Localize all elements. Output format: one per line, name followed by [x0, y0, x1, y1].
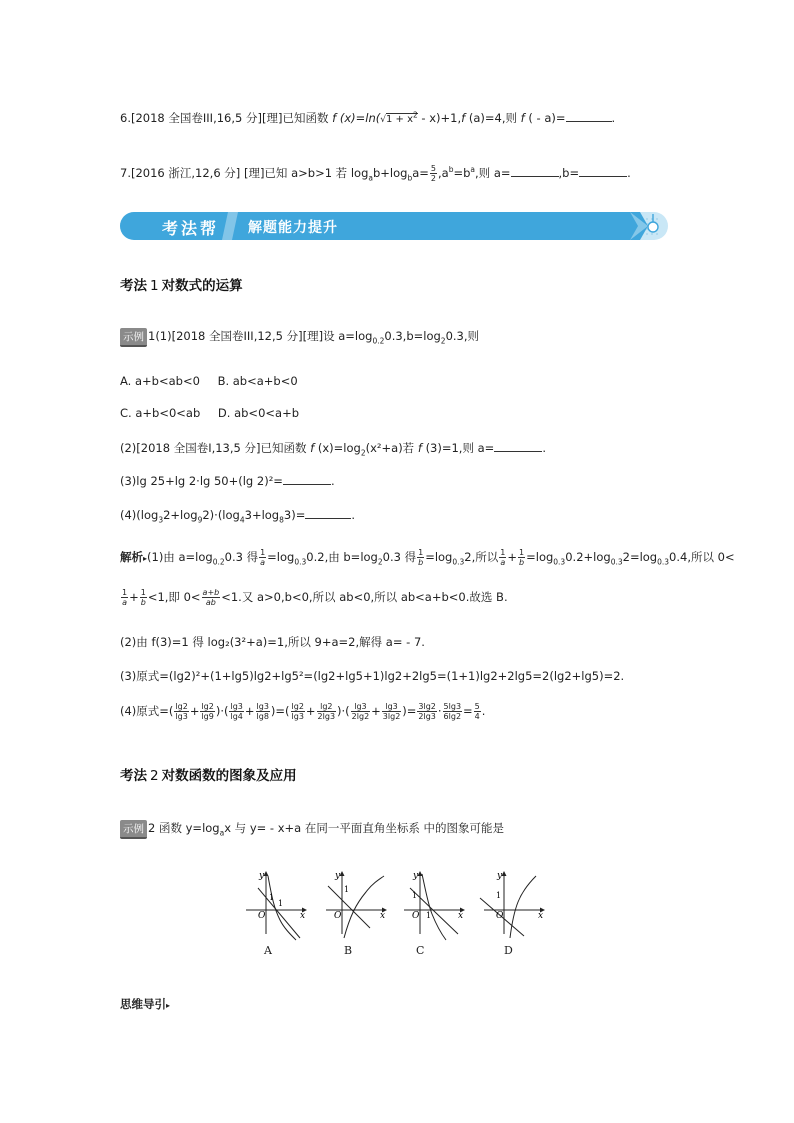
answer-blank-ex1-2[interactable]: [494, 441, 542, 452]
answer-blank-ex1-3[interactable]: [283, 474, 331, 485]
example-tag: 示例: [120, 328, 147, 347]
solution-line-1: 解析▸(1)由 $a=\log_{0.2}0.3$ 得 $\frac{1}{a}$ $=\log_{0.3}0.2$,由 $b=\log_20.3$ 得 $\frac{1}{b}$ $=\log_{0.3}2$,所以 $\frac{1}{a}$ + $\frac{1}{b}$ $=\log_{0.3}0.2+\log_{0.3}2=\log_{0.3}0.4$,所以 0<: [120, 548, 735, 567]
svg-text:O: O: [496, 911, 504, 921]
solution-line-5: (4)原式=( $\frac{\lg 2}{\lg 3}$ + $\frac{\lg 2}{\lg 9}$ )·( $\frac{\lg 3}{\lg 4}$ + $\frac{\lg 3}{\lg 8}$ )=( $\frac{\lg 2}{\lg 3}$ + $\frac{\lg 2}{2\lg 3}$ )·( $\frac{\lg 3}{2\lg 2}$ + $\frac{\lg 3}{3\lg 2}$ )= $\frac{3\lg 2}{2\lg 3}$ · $\frac{5\lg 3}{6\lg 2}$ = $\frac{5}{4}$ .: [120, 702, 486, 721]
thinking-guide: 思维导引▸: [120, 997, 171, 1011]
svg-text:x: x: [458, 911, 464, 921]
svg-text:1: 1: [278, 899, 284, 908]
option-b[interactable]: B. ab<a+b<0: [217, 374, 298, 388]
question-6: 6.[2018 全国卷III,16,5 分][理]已知函数 f $(x)=\ln(√1 + x^2 - x)+1,f$ (a)=4,则 f ( - a)= .: [120, 110, 616, 125]
example-1-part-2: (2)[2018 全国卷I,13,5 分]已知函数 f $(x)=\log_2(x^2+a)$若 f (3)=1,则 a= .: [120, 441, 546, 458]
svg-text:x: x: [380, 911, 386, 921]
option-c[interactable]: C. a+b<0<ab: [120, 406, 201, 420]
graph-b[interactable]: [326, 871, 386, 938]
svg-text:y: y: [259, 871, 265, 881]
option-a[interactable]: A. a+b<ab<0: [120, 374, 200, 388]
options-row-1: [120, 374, 298, 388]
answer-blank-ex1-4[interactable]: [305, 508, 351, 519]
svg-text:y: y: [335, 871, 341, 881]
answer-blank-7b[interactable]: [579, 166, 627, 177]
method-1-heading: 考法 1 对数式的运算: [120, 278, 243, 294]
svg-text:1: 1: [496, 891, 502, 900]
solution-label: 解析: [120, 550, 143, 564]
method-2-heading: 考法 2 对数函数的图象及应用: [120, 768, 297, 784]
example-1-stem: 示例 1(1)[2018 全国卷III,12,5 分][理]设 $a=\log_{0.2}0.3,b=\log_20.3$,则: [120, 328, 479, 347]
graph-label-a: A: [264, 944, 272, 957]
svg-text:1: 1: [269, 893, 275, 902]
graph-label-d: D: [504, 944, 513, 957]
svg-text:y: y: [413, 871, 419, 881]
svg-text:x: x: [300, 911, 306, 921]
example-tag: 示例: [120, 820, 147, 839]
origin-label: O: [258, 911, 266, 921]
lightbulb-icon: [646, 214, 660, 239]
banner-subtitle: 解题能力提升: [248, 220, 338, 236]
play-icon: ▸: [166, 1001, 171, 1010]
play-icon: ▸: [143, 554, 148, 563]
example-1-part-3: (3)lg 25+lg 2·lg 50+(lg 2)²= .: [120, 474, 335, 488]
svg-text:O: O: [412, 911, 420, 921]
svg-text:O: O: [334, 911, 342, 921]
svg-text:1: 1: [344, 885, 350, 894]
solution-line-3: (2)由 f(3)=1 得 log₂(3²+a)=1,所以 9+a=2,解得 a= - 7.: [120, 635, 425, 649]
options-row-2: [120, 406, 299, 420]
answer-blank-6[interactable]: [566, 111, 612, 122]
graph-d[interactable]: [480, 871, 544, 938]
graph-label-b: B: [344, 944, 353, 957]
solution-line-4: (3)原式=(lg2)²+(1+lg5)lg2+lg5²=(lg2+lg5+1)lg2+2lg5=(1+1)lg2+2lg5=2(lg2+lg5)=2.: [120, 669, 625, 683]
svg-text:y: y: [497, 871, 503, 881]
example-2-stem: 示例 2 函数 $y=\log_ax$ 与 y= - x+a 在同一平面直角坐标系 中的图象可能是: [120, 820, 504, 839]
graph-c[interactable]: [404, 871, 464, 940]
section-banner: [120, 212, 668, 240]
solution-line-2: $\frac{1}{a}$ + $\frac{1}{b}$ <1,即 0< $\frac{a+b}{ab}$ <1.又 a>0,b<0,所以 ab<0,所以 ab<a+b<0.故选 B.: [122, 588, 508, 607]
svg-text:1: 1: [412, 891, 418, 900]
graph-options: [240, 868, 560, 958]
banner-title: 考法帮: [162, 219, 220, 238]
svg-text:x: x: [538, 911, 544, 921]
option-d[interactable]: D. ab<0<a+b: [217, 406, 300, 420]
graph-a[interactable]: [246, 871, 306, 940]
svg-text:1: 1: [426, 911, 432, 920]
question-7: 7.[2016 浙江,12,6 分] [理]已知 a>b>1 若 $\log_ab+\log_ba=$ $\frac{5}{2}$ $,a^b=b^a$,则 a= ,b= .: [120, 164, 631, 183]
example-1-part-4: $(4)(\log_32+\log_92)\cdot(\log_43+\log_83)=$ .: [120, 508, 355, 525]
answer-blank-7a[interactable]: [511, 166, 559, 177]
graph-label-c: C: [416, 944, 425, 957]
